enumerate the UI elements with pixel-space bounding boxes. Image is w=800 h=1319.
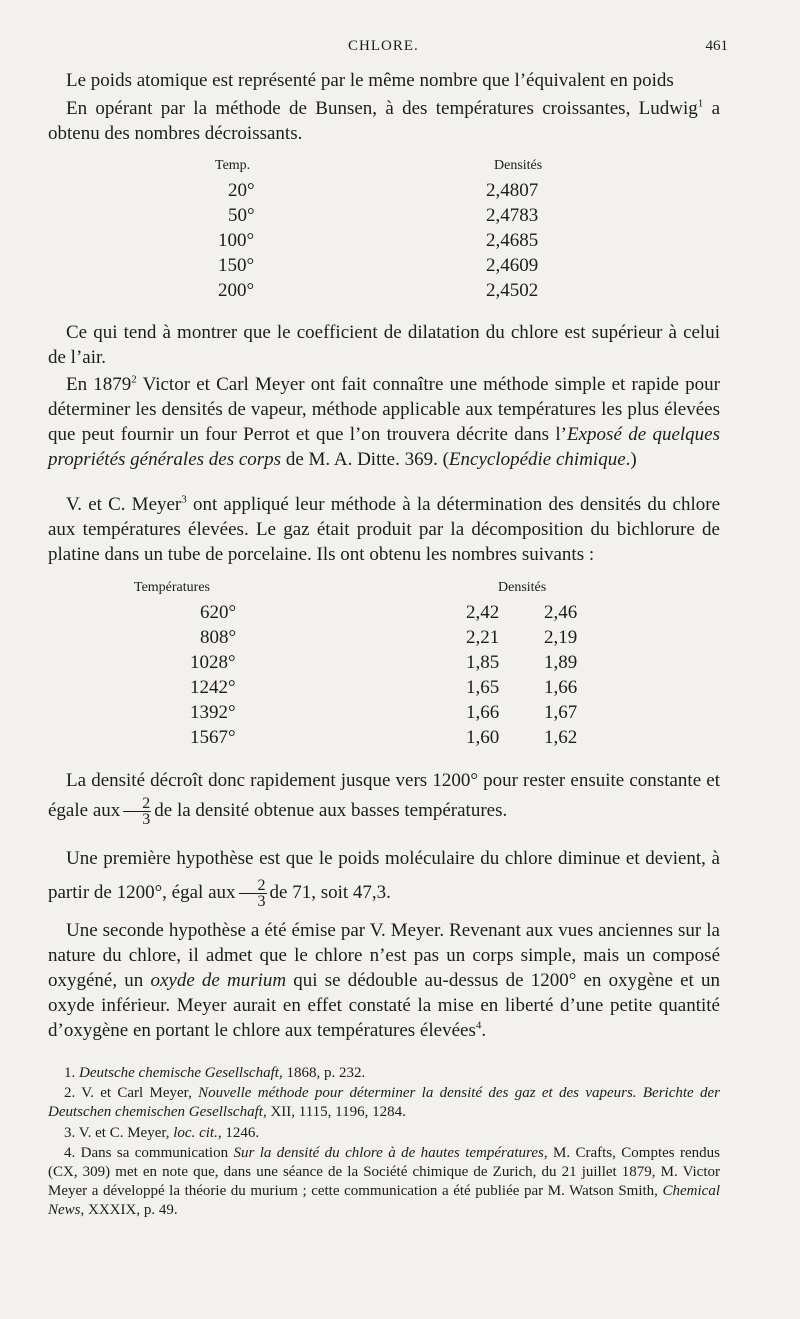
paragraph-meyer-method: En 1879$^2$ Victor et Carl Meyer ont fait connaître une méthode simple et rapide pour déterminer les densités de vapeur, méthode applicable aux températures les plus élevées que peut fournir un four Perrot et que l’on trouvera décrite dans l’Exposé de quelques propriétés générales des corps de M. A. Ditte. 369. (Encyclopédie chimique.) <box>48 373 720 470</box>
table-row-temp: 20° <box>228 180 255 201</box>
fraction-two-thirds: $\frac{2}{3}$ <box>123 796 151 827</box>
table-row-temp: 150° <box>218 255 255 276</box>
paragraph-first-hypothesis: Une première hypothèse est que le poids moléculaire du chlore diminue et devient, à partir de 1200°, égal aux $\frac{2}{3}$ de 71, soit 47,3. <box>48 848 720 911</box>
table-row-temp: 1028° <box>190 652 236 673</box>
table-row-temp: 100° <box>218 230 255 251</box>
table-row-temp: 1392° <box>190 702 236 723</box>
table-row-temp: 1567° <box>190 727 236 748</box>
table-row-density-2: 1,89 <box>544 652 578 673</box>
table-row-density-2: 1,66 <box>544 677 578 698</box>
footnote-ref-1: 1 <box>697 97 704 110</box>
fraction-two-thirds: $\frac{2}{3}$ <box>239 878 267 909</box>
col-header-temp: Temp. <box>215 158 251 173</box>
table-row-density: 2,4783 <box>486 205 539 226</box>
page-number: 461 <box>705 38 728 54</box>
paragraph-bunsen-method: En opérant par la méthode de Bunsen, à des températures croissantes, Ludwig$^1$ a obtenu des nombres décroissants. <box>48 97 720 144</box>
footnote-4: 4. Dans sa communication Sur la densité du chlore à de hautes températures, M. Crafts, Comptes rendus (CX, 309) met en note que, dans une séance de la Société chimique de Zurich, du 21 juillet 1879, M. Victor Meyer a développé la théorie du murium ; cette communication a été publiée par M. Watson Smith, Chemical News, XXXIX, p. 49. <box>48 1145 720 1218</box>
running-title: CHLORE. <box>348 38 419 54</box>
table-row-density: 2,4807 <box>486 180 539 201</box>
col-header-densites: Densités <box>498 580 547 595</box>
table-row-density: 2,4609 <box>486 255 539 276</box>
footnote-ref-2: 2 <box>131 373 137 386</box>
running-header <box>48 38 728 58</box>
col-header-temperatures: Températures <box>134 580 210 595</box>
table-row-density-1: 2,21 <box>466 627 500 648</box>
table-row-temp: 808° <box>200 627 237 648</box>
table-row-temp: 50° <box>228 205 255 226</box>
table-row-temp: 620° <box>200 602 237 623</box>
table-row-density-1: 2,42 <box>466 602 500 623</box>
table-row-density-1: 1,60 <box>466 727 500 748</box>
table-row-density: 2,4502 <box>486 280 539 301</box>
paragraph-density-decrease: La densité décroît donc rapidement jusque vers 1200° pour rester ensuite constante et égale aux $\frac{2}{3}$ de la densité obtenue aux basses températures. <box>48 770 720 829</box>
table-row-density-2: 1,67 <box>544 702 578 723</box>
table-row-density-1: 1,65 <box>466 677 500 698</box>
footnote-1: 1. Deutsche chemische Gesellschaft, 1868, p. 232. <box>64 1065 366 1081</box>
table-row-density-2: 1,62 <box>544 727 578 748</box>
paragraph-atomic-weight: Le poids atomique est représenté par le même nombre que l’équivalent en poids <box>66 70 674 91</box>
table-row-temp: 1242° <box>190 677 236 698</box>
footnote-2: 2. V. et Carl Meyer, Nouvelle méthode pour déterminer la densité des gaz et des vapeurs. Berichte der Deutschen chemischen Gesellschaft, XII, 1115, 1196, 1284. <box>48 1085 720 1120</box>
col-header-densites: Densités <box>494 158 543 173</box>
footnote-3: 3. V. et C. Meyer, loc. cit., 1246. <box>64 1125 260 1141</box>
table-row-density: 2,4685 <box>486 230 539 251</box>
paragraph-dilatation: Ce qui tend à montrer que le coefficient de dilatation du chlore est supérieur à celui de l’air. <box>48 322 720 368</box>
footnote-ref-4: 4 <box>475 1019 482 1032</box>
table-row-density-2: 2,46 <box>544 602 578 623</box>
footnote-ref-3: 3 <box>181 493 187 506</box>
table-row-density-1: 1,66 <box>466 702 500 723</box>
table-row-density-1: 1,85 <box>466 652 500 673</box>
table-row-density-2: 2,19 <box>544 627 578 648</box>
paragraph-meyer-results: V. et C. Meyer$^3$ ont appliqué leur méthode à la détermination des densités du chlore aux températures élevées. Le gaz était produit par la décomposition du bichlorure de platine dans un tube de porcelaine. Ils ont obtenu les nombres suivants : <box>48 493 720 565</box>
table-row-temp: 200° <box>218 280 255 301</box>
paragraph-second-hypothesis: Une seconde hypothèse a été émise par V. Meyer. Revenant aux vues anciennes sur la nature du chlore, il admet que le chlore n’est pas un corps simple, mais un composé oxygéné, un oxyde de murium qui se dédouble au-dessus de 1200° en oxygène et un oxyde inférieur. Meyer aurait en effet constaté la mise en liberté d’une petite quantité d’oxygène en portant le chlore aux températures élevées$^4$. <box>48 920 720 1041</box>
